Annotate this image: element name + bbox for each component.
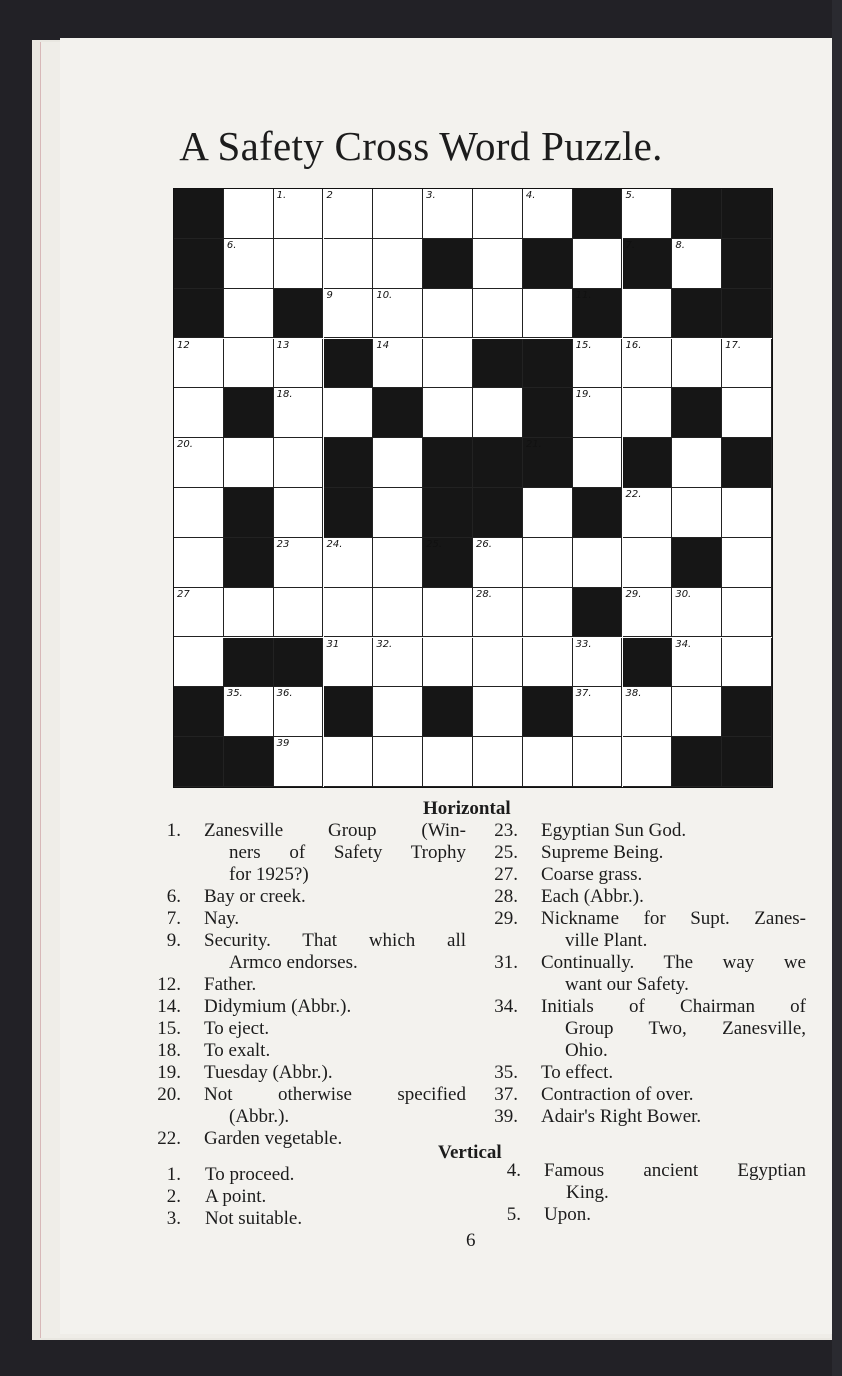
grid-cell[interactable] — [722, 339, 772, 389]
black-square — [373, 388, 423, 438]
black-square — [174, 737, 224, 787]
black-square — [224, 638, 274, 688]
grid-cell[interactable] — [672, 588, 722, 638]
clue-number: 26. — [476, 538, 492, 550]
clue-text: Group Two, Zanesville, — [565, 1018, 806, 1039]
black-square — [274, 289, 324, 339]
clue-number: 16. — [625, 339, 642, 351]
clue-number: 10. — [376, 289, 393, 301]
black-square — [672, 737, 722, 787]
clue-text: To exalt. — [204, 1040, 271, 1061]
grid-cell[interactable] — [423, 339, 473, 389]
clue-number: 13 — [276, 339, 290, 351]
black-square — [174, 289, 224, 339]
black-square — [523, 687, 573, 737]
black-square — [174, 189, 224, 239]
black-square — [722, 239, 772, 289]
black-square — [722, 737, 772, 787]
clue-number: 22. — [157, 1128, 181, 1149]
grid-cell[interactable] — [473, 687, 523, 737]
clue-number: 18. — [157, 1040, 181, 1061]
grid-cell[interactable] — [473, 189, 523, 239]
black-square — [523, 438, 573, 488]
clue-text: To proceed. — [205, 1164, 295, 1185]
clue-number: 7. — [625, 239, 636, 251]
grid-cell[interactable] — [473, 538, 523, 588]
clue-number: 8. — [675, 239, 685, 251]
vertical-heading: Vertical — [438, 1142, 502, 1163]
black-square — [473, 339, 523, 389]
black-square — [672, 289, 722, 339]
black-square — [573, 488, 623, 538]
black-square — [722, 289, 772, 339]
grid-cell[interactable] — [573, 388, 623, 438]
grid-cell[interactable] — [672, 488, 722, 538]
clue-number: 17. — [725, 339, 742, 351]
clue-number: 14 — [376, 339, 390, 351]
clue-number: 23 — [276, 538, 290, 550]
clue-text: Nickname for Supt. Zanes- — [541, 908, 806, 929]
clue-number: 37. — [494, 1084, 518, 1105]
clue-number: 15. — [157, 1018, 181, 1039]
grid-cell[interactable] — [373, 737, 423, 787]
grid-cell[interactable] — [373, 488, 423, 538]
black-square — [274, 638, 324, 688]
grid-cell[interactable] — [174, 538, 224, 588]
black-square — [423, 438, 473, 488]
grid-cell[interactable] — [672, 687, 722, 737]
clue-text: A point. — [205, 1186, 267, 1207]
black-square — [423, 538, 473, 588]
grid-cell[interactable] — [373, 687, 423, 737]
grid-cell[interactable] — [423, 737, 473, 787]
clue-number: 1. — [166, 1164, 181, 1185]
clue-number: 31 — [326, 638, 340, 650]
grid-cell[interactable] — [672, 638, 722, 688]
grid-cell[interactable] — [573, 239, 623, 289]
clue-number: 1. — [166, 820, 181, 841]
black-square — [324, 438, 374, 488]
grid-cell[interactable] — [672, 339, 722, 389]
clue-number: 3. — [166, 1208, 181, 1229]
grid-cell[interactable] — [722, 388, 772, 438]
grid-cell[interactable] — [573, 538, 623, 588]
black-square — [224, 538, 274, 588]
clue-number: 36. — [276, 688, 293, 700]
grid-cell[interactable] — [722, 588, 772, 638]
grid-cell[interactable] — [373, 588, 423, 638]
grid-cell[interactable] — [373, 239, 423, 289]
black-square — [174, 687, 224, 737]
grid-cell[interactable] — [373, 289, 423, 339]
clue-text: Nay. — [204, 908, 240, 929]
page-number: 6 — [466, 1230, 476, 1251]
black-square — [423, 687, 473, 737]
grid-cell[interactable] — [623, 737, 673, 787]
grid-cell[interactable] — [573, 438, 623, 488]
grid-cell[interactable] — [423, 588, 473, 638]
grid-cell[interactable] — [373, 638, 423, 688]
grid-cell[interactable] — [423, 388, 473, 438]
clue-text: Not otherwise specified — [204, 1084, 466, 1105]
grid-cell[interactable] — [224, 438, 274, 488]
clue-number: 19. — [575, 389, 592, 401]
grid-cell[interactable] — [274, 737, 324, 787]
grid-cell[interactable] — [573, 638, 623, 688]
clue-text: Supreme Being. — [541, 842, 664, 863]
grid-cell[interactable] — [324, 588, 374, 638]
grid-cell[interactable] — [473, 239, 523, 289]
page-title: A Safety Cross Word Puzzle. — [179, 123, 663, 169]
clue-text: Coarse grass. — [541, 864, 643, 885]
black-square — [623, 638, 673, 688]
black-square — [722, 687, 772, 737]
clue-number: 5. — [625, 190, 636, 201]
black-square — [672, 388, 722, 438]
clue-text: Each (Abbr.). — [541, 886, 644, 907]
grid-cell[interactable] — [722, 538, 772, 588]
clue-text: Adair's Right Bower. — [541, 1106, 702, 1127]
clue-number: 30. — [675, 588, 692, 600]
grid-cell[interactable] — [523, 189, 573, 239]
clue-number: 4. — [506, 1160, 521, 1181]
grid-cell[interactable] — [623, 538, 673, 588]
grid-cell[interactable] — [573, 737, 623, 787]
black-square — [324, 339, 374, 389]
clue-text: Zanesville Group (Win- — [204, 820, 466, 841]
black-square — [423, 488, 473, 538]
grid-cell[interactable] — [324, 638, 374, 688]
black-square — [523, 388, 573, 438]
grid-cell[interactable] — [573, 687, 623, 737]
clue-number: 7. — [166, 908, 181, 929]
clue-text: Bay or creek. — [204, 886, 306, 907]
black-square — [623, 438, 673, 488]
clue-text: Initials of Chairman of — [541, 996, 806, 1017]
clue-text: Not suitable. — [205, 1208, 303, 1229]
black-square — [324, 687, 374, 737]
clue-number: 9 — [326, 289, 333, 301]
grid-cell[interactable] — [324, 737, 374, 787]
clue-number: 20. — [177, 439, 193, 451]
grid-cell[interactable] — [623, 339, 673, 389]
clue-number: 35. — [494, 1062, 518, 1083]
clue-number: 5. — [506, 1204, 521, 1225]
clue-number: 20. — [157, 1084, 181, 1105]
grid-cell[interactable] — [423, 289, 473, 339]
grid-cell[interactable] — [274, 339, 324, 389]
clue-number: 32. — [376, 638, 393, 650]
grid-cell[interactable] — [373, 438, 423, 488]
grid-cell[interactable] — [523, 488, 573, 538]
clue-text: Continually. The way we — [541, 952, 806, 973]
clue-number: 25. — [494, 842, 518, 863]
grid-cell[interactable] — [174, 438, 224, 488]
clue-number: 29. — [494, 908, 518, 929]
clue-number: 11. — [575, 289, 592, 301]
grid-cell[interactable] — [274, 388, 324, 438]
grid-cell[interactable] — [174, 588, 224, 638]
grid-cell[interactable] — [324, 289, 374, 339]
black-square — [523, 239, 573, 289]
clue-number: 6. — [166, 886, 181, 907]
clue-number: 1. — [276, 190, 287, 201]
clue-text: Famous ancient Egyptian — [544, 1160, 806, 1181]
clue-text: Security. That which all — [204, 930, 466, 951]
grid-cell[interactable] — [722, 488, 772, 538]
clue-number: 15. — [575, 339, 592, 351]
black-square — [623, 239, 673, 289]
book-binding — [832, 0, 842, 1376]
black-square — [672, 189, 722, 239]
black-square — [224, 737, 274, 787]
clue-number: 19. — [157, 1062, 181, 1083]
black-square — [722, 438, 772, 488]
black-square — [523, 339, 573, 389]
black-square — [224, 388, 274, 438]
clue-text: ville Plant. — [565, 930, 648, 951]
clue-number: 31. — [494, 952, 518, 973]
grid-cell[interactable] — [274, 488, 324, 538]
clue-text: Upon. — [544, 1204, 591, 1225]
grid-cell[interactable] — [672, 438, 722, 488]
grid-cell[interactable] — [274, 438, 324, 488]
grid-cell[interactable] — [324, 189, 374, 239]
clue-number: 6. — [226, 239, 237, 251]
grid-cell[interactable] — [473, 388, 523, 438]
grid-cell[interactable] — [523, 538, 573, 588]
clue-number: 23. — [494, 820, 518, 841]
black-square — [573, 289, 623, 339]
clue-number: 28. — [476, 588, 492, 600]
crossword-grid — [173, 188, 773, 788]
clue-text: Contraction of over. — [541, 1084, 694, 1105]
black-square — [672, 538, 722, 588]
clue-number: 34. — [675, 638, 692, 650]
clue-number: 39 — [276, 738, 290, 750]
clue-text: Ohio. — [565, 1040, 608, 1061]
grid-cell[interactable] — [174, 339, 224, 389]
clue-number: 12. — [157, 974, 181, 995]
grid-cell[interactable] — [274, 189, 324, 239]
clue-number: 38. — [625, 688, 642, 700]
grid-cell[interactable] — [224, 339, 274, 389]
clue-text: Garden vegetable. — [204, 1128, 343, 1149]
grid-cell[interactable] — [274, 588, 324, 638]
grid-cell[interactable] — [224, 687, 274, 737]
grid-cell[interactable] — [174, 638, 224, 688]
grid-cell[interactable] — [324, 239, 374, 289]
grid-cell[interactable] — [672, 239, 722, 289]
clue-number: 22. — [625, 489, 642, 500]
grid-cell[interactable] — [373, 538, 423, 588]
grid-cell[interactable] — [174, 388, 224, 438]
grid-cell[interactable] — [473, 737, 523, 787]
clue-text: Armco endorses. — [229, 952, 358, 973]
clue-number: 14. — [157, 996, 181, 1017]
clue-number: 4. — [525, 190, 536, 201]
black-square — [174, 239, 224, 289]
clue-number: 29. — [625, 588, 642, 600]
clue-text: To eject. — [204, 1018, 270, 1039]
clue-text: Tuesday (Abbr.). — [204, 1062, 333, 1083]
grid-cell[interactable] — [623, 687, 673, 737]
grid-cell[interactable] — [274, 687, 324, 737]
grid-cell[interactable] — [324, 538, 374, 588]
grid-cell[interactable] — [224, 588, 274, 638]
grid-cell[interactable] — [573, 339, 623, 389]
grid-cell[interactable] — [373, 189, 423, 239]
grid-cell[interactable] — [523, 588, 573, 638]
grid-cell[interactable] — [623, 289, 673, 339]
horizontal-heading: Horizontal — [423, 798, 511, 819]
clue-number: 24. — [326, 538, 343, 550]
grid-cell[interactable] — [623, 488, 673, 538]
clue-number: 9. — [166, 930, 181, 951]
clue-number: 25. — [426, 538, 443, 550]
clue-number: 12 — [177, 339, 190, 351]
grid-cell[interactable] — [623, 588, 673, 638]
clue-number: 28. — [494, 886, 518, 907]
clue-number: 33. — [575, 638, 592, 650]
grid-cell[interactable] — [473, 638, 523, 688]
grid-cell[interactable] — [722, 638, 772, 688]
clue-number: 18. — [276, 389, 293, 401]
clue-number: 39. — [494, 1106, 518, 1127]
clue-text: for 1925?) — [229, 864, 309, 885]
black-square — [423, 239, 473, 289]
grid-cell[interactable] — [224, 289, 274, 339]
grid-cell[interactable] — [174, 488, 224, 538]
grid-cell[interactable] — [523, 737, 573, 787]
grid-cell[interactable] — [623, 388, 673, 438]
grid-cell[interactable] — [373, 339, 423, 389]
clue-number: 34. — [494, 996, 518, 1017]
black-square — [573, 588, 623, 638]
grid-cell[interactable] — [623, 189, 673, 239]
clue-number: 35. — [226, 688, 243, 700]
black-square — [224, 488, 274, 538]
clue-text: (Abbr.). — [229, 1106, 290, 1127]
clue-number: 2 — [326, 190, 333, 201]
grid-cell[interactable] — [423, 638, 473, 688]
clue-number: 21. — [525, 439, 542, 451]
grid-cell[interactable] — [224, 239, 274, 289]
clue-number: 37. — [575, 688, 592, 700]
clue-number: 27. — [494, 864, 518, 885]
grid-cell[interactable] — [224, 189, 274, 239]
clue-text: want our Safety. — [565, 974, 689, 995]
black-square — [324, 488, 374, 538]
black-square — [722, 189, 772, 239]
grid-cell[interactable] — [473, 289, 523, 339]
grid-cell[interactable] — [274, 538, 324, 588]
grid-cell[interactable] — [324, 388, 374, 438]
black-square — [473, 438, 523, 488]
black-square — [573, 189, 623, 239]
black-square — [473, 488, 523, 538]
clue-text: Didymium (Abbr.). — [204, 996, 352, 1017]
clue-text: Egyptian Sun God. — [541, 820, 687, 841]
clue-number: 2. — [166, 1186, 181, 1207]
clue-text: Father. — [204, 974, 257, 995]
grid-cell[interactable] — [523, 289, 573, 339]
grid-cell[interactable] — [523, 638, 573, 688]
clue-number: 27 — [177, 588, 190, 600]
grid-cell[interactable] — [473, 588, 523, 638]
grid-cell[interactable] — [423, 189, 473, 239]
clue-text: King. — [566, 1182, 609, 1203]
clue-text: To effect. — [541, 1062, 614, 1083]
clue-number: 3. — [426, 190, 436, 201]
clue-text: ners of Safety Trophy — [229, 842, 466, 863]
grid-cell[interactable] — [274, 239, 324, 289]
